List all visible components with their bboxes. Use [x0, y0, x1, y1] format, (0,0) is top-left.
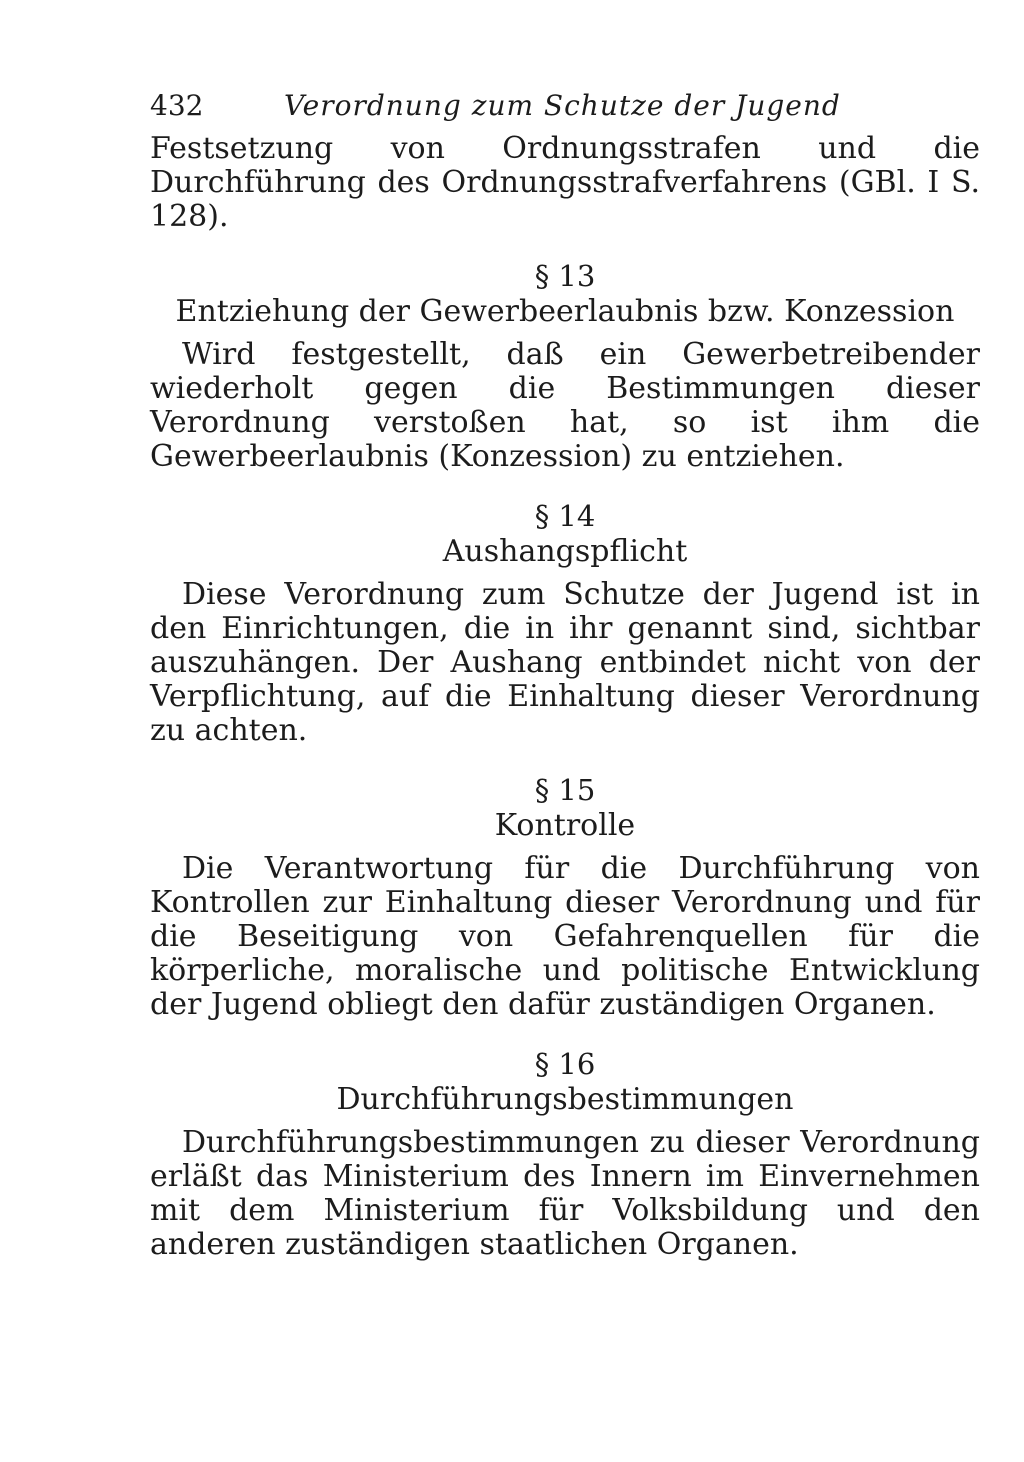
section-14	[150, 498, 980, 748]
page-number: 432	[150, 89, 204, 122]
running-header	[150, 86, 980, 126]
section-paragraph: Die Verantwortung für die Durchführung von Kontrollen zur Einhaltung dieser Verordnung und für die Beseitigung von Gefahrenquellen für die körperliche, moralische und politische Entwicklung der Jugend obliegt den dafür zuständigen Organen.	[150, 851, 980, 1022]
section-paragraph: Diese Verordnung zum Schutze der Jugend ist in den Einrichtungen, die in ihr genannt sind, sichtbar auszuhängen. Der Aushang entbindet nicht von der Verpflichtung, auf die Einhaltung dieser Verordnung zu achten.	[150, 577, 980, 748]
section-15	[150, 772, 980, 1022]
section-title: Kontrolle	[494, 808, 636, 843]
section-paragraph: Durchführungsbestimmungen zu dieser Verordnung erläßt das Ministerium des Innern im Einvernehmen mit dem Ministerium für Volksbildung und den anderen zuständigen staatlichen Organen.	[150, 1125, 980, 1262]
section-number: § 15	[534, 773, 596, 807]
document-page	[150, 86, 980, 1262]
section-title: Durchführungsbestimmungen	[336, 1082, 794, 1117]
section-number: § 14	[534, 499, 596, 533]
section-number: § 13	[534, 259, 596, 293]
section-title: Aushangspflicht	[442, 534, 688, 569]
section-title: Entziehung der Gewerbeerlaubnis bzw. Konzession	[175, 294, 955, 329]
section-16	[150, 1046, 980, 1262]
section-13	[150, 258, 980, 474]
section-number: § 16	[534, 1047, 596, 1081]
running-title: Verordnung zum Schutze der Jugend	[284, 89, 841, 122]
intro-paragraph: Festsetzung von Ordnungsstrafen und die Durchführung des Ordnungsstrafverfahrens (GBl. I S. 128).	[150, 131, 980, 234]
section-paragraph: Wird festgestellt, daß ein Gewerbetreibender wiederholt gegen die Bestimmungen dieser Verordnung verstoßen hat, so ist ihm die Gewerbeerlaubnis (Konzession) zu entziehen.	[150, 337, 980, 474]
